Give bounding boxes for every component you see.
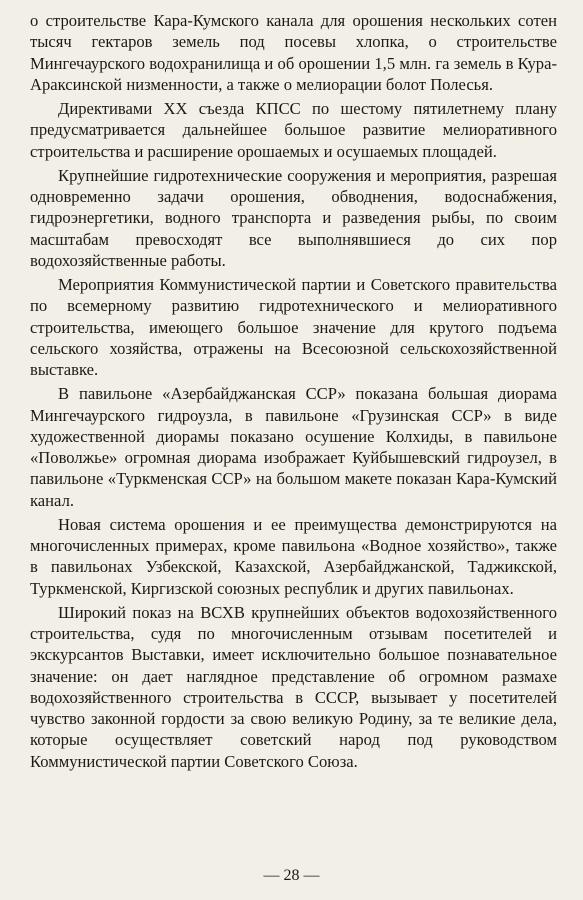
paragraph-continued: о строительстве Кара-Кумского канала для орошения нескольких сотен тысяч гектаров земель под посевы хлопка, о строительстве Мингечаурского водохранилища и об орошении 1,5 млн. га земель в Кура-Араксинской низменности, а также о мелиорации болот Полесья.: [30, 11, 557, 94]
paragraph-vskhv-display: Широкий показ на ВСХВ крупнейших объектов водохозяйственного строительства, судя по многочисленным отзывам посетителей и экскурсантов Выставки, имеет исключительно большое познавательное значение: он дает наглядное представление об огромном размахе водохозяйственного строительства в СССР, вызывает у посетителей чувство законной гордости за свою великую Родину, за те великие дела, которые осуществляет советский народ под руководством Коммунистической партии Советского Союза.: [30, 602, 557, 771]
paragraph-hydraulic-structures: Крупнейшие гидротехнические сооружения и мероприятия, разрешая одновременно задачи орошения, обводнения, водоснабжения, гидроэнергетики, водного транспорта и разведения рыбы, по своим масштабам превосходят все выполнявшиеся до сих пор водохозяйственные работы.: [30, 165, 557, 270]
page-body: [30, 10, 557, 772]
paragraph-irrigation-system: Новая система орошения и ее преимущества демонстрируются на многочисленных примерах, кроме павильона «Водное хозяйство», также в павильонах Узбекской, Казахской, Азербайджанской, Таджикской, Туркменской, Киргизской союзных республик и других павильонах.: [30, 514, 557, 598]
paragraph-party-measures: Мероприятия Коммунистической партии и Советского правительства по всемерному развитию гидротехнического и мелиоративного строительства, имеющего большое значение для крутого подъема сельского хозяйства, отражены на Всесоюзной сельскохозяйственной выставке.: [30, 275, 557, 379]
paragraph-pavilions: В павильоне «Азербайджанская ССР» показана большая диорама Мингечаурского гидроузла, в павильоне «Грузинская ССР» в виде художественной диорамы показано осушение Колхиды, в павильоне «Поволжье» огромная диорама изображает Куйбышевский гидроузел, в павильоне «Туркменская ССР» на большом макете показан Кара-Кумский канал.: [30, 384, 557, 510]
page-number: — 28 —: [263, 867, 320, 884]
paragraph-xx-congress: Директивами XX съезда КПСС по шестому пятилетнему плану предусматривается дальнейшее большое развитие мелиоративного строительства и расширение орошаемых и осушаемых площадей.: [30, 99, 557, 161]
